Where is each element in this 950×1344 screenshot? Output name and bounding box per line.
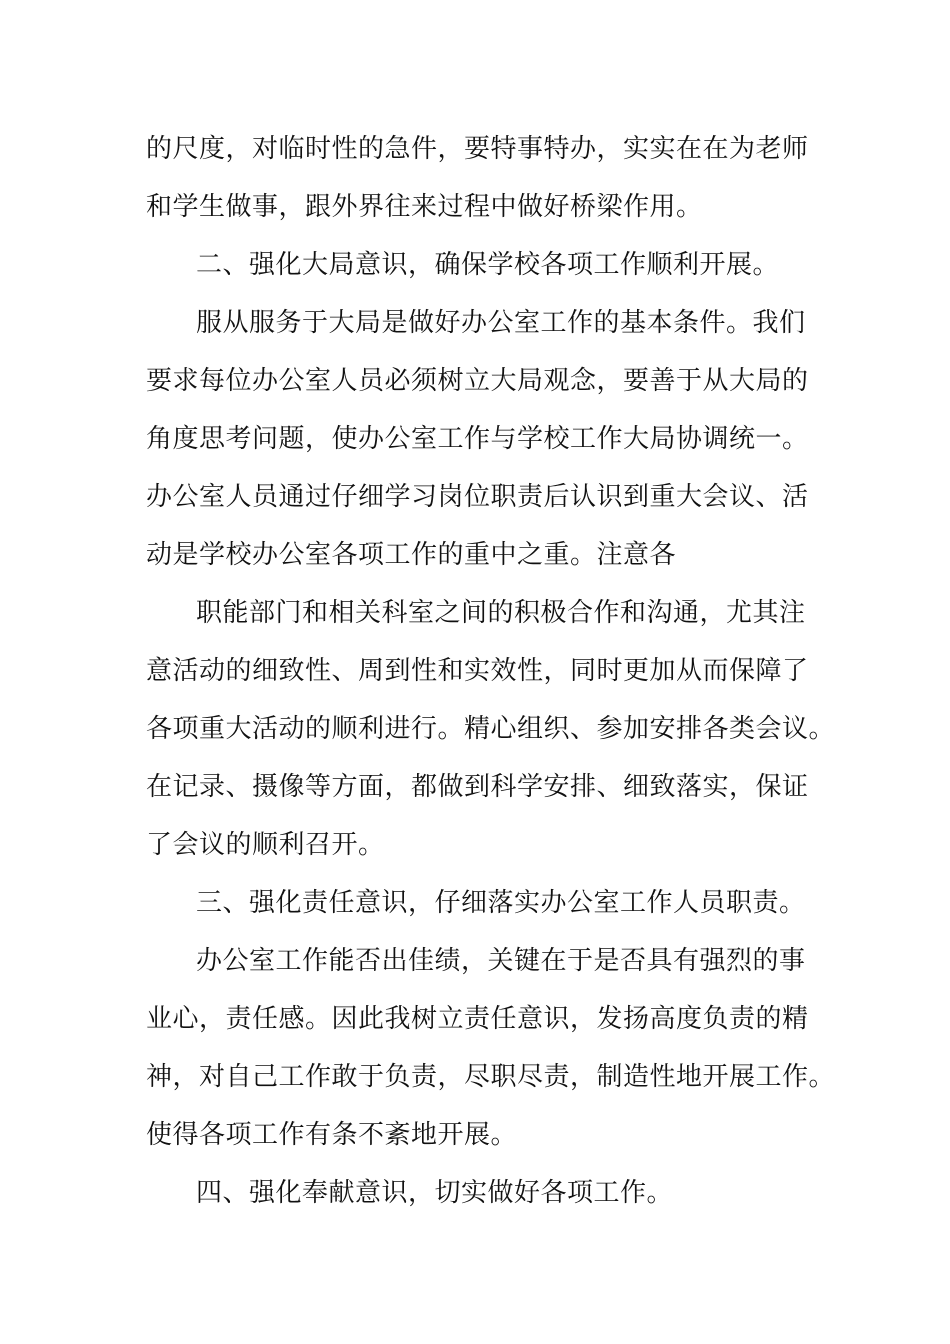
text-line: 办公室人员通过仔细学习岗位职责后认识到重大会议、活	[146, 482, 809, 512]
section-heading-4: 四、强化奉献意识，切实做好各项工作。	[196, 1178, 674, 1208]
paragraph-start: 办公室工作能否出佳绩，关键在于是否具有强烈的事	[196, 946, 806, 976]
section-heading-2: 二、强化大局意识，确保学校各项工作顺利开展。	[196, 250, 780, 280]
text-line: 意活动的细致性、周到性和实效性，同时更加从而保障了	[146, 656, 809, 686]
text-line: 在记录、摄像等方面，都做到科学安排、细致落实，保证	[146, 772, 809, 802]
text-line: 了会议的顺利召开。	[146, 830, 385, 860]
text-line: 使得各项工作有条不紊地开展。	[146, 1120, 518, 1150]
text-line: 业心，责任感。因此我树立责任意识，发扬高度负责的精	[146, 1004, 809, 1034]
text-line: 动是学校办公室各项工作的重中之重。注意各	[146, 540, 677, 570]
text-line: 角度思考问题，使办公室工作与学校工作大局协调统一。	[146, 424, 809, 454]
section-heading-3: 三、强化责任意识，仔细落实办公室工作人员职责。	[196, 888, 806, 918]
paragraph-start: 职能部门和相关科室之间的积极合作和沟通，尤其注	[196, 598, 806, 628]
text-line: 神，对自己工作敢于负责，尽职尽责，制造性地开展工作。	[146, 1062, 836, 1092]
text-line: 和学生做事，跟外界往来过程中做好桥梁作用。	[146, 192, 703, 222]
paragraph-start: 服从服务于大局是做好办公室工作的基本条件。我们	[196, 308, 806, 338]
text-line: 各项重大活动的顺利进行。精心组织、参加安排各类会议。	[146, 714, 836, 744]
text-line: 的尺度，对临时性的急件，要特事特办，实实在在为老师	[146, 134, 809, 164]
text-line: 要求每位办公室人员必须树立大局观念，要善于从大局的	[146, 366, 809, 396]
